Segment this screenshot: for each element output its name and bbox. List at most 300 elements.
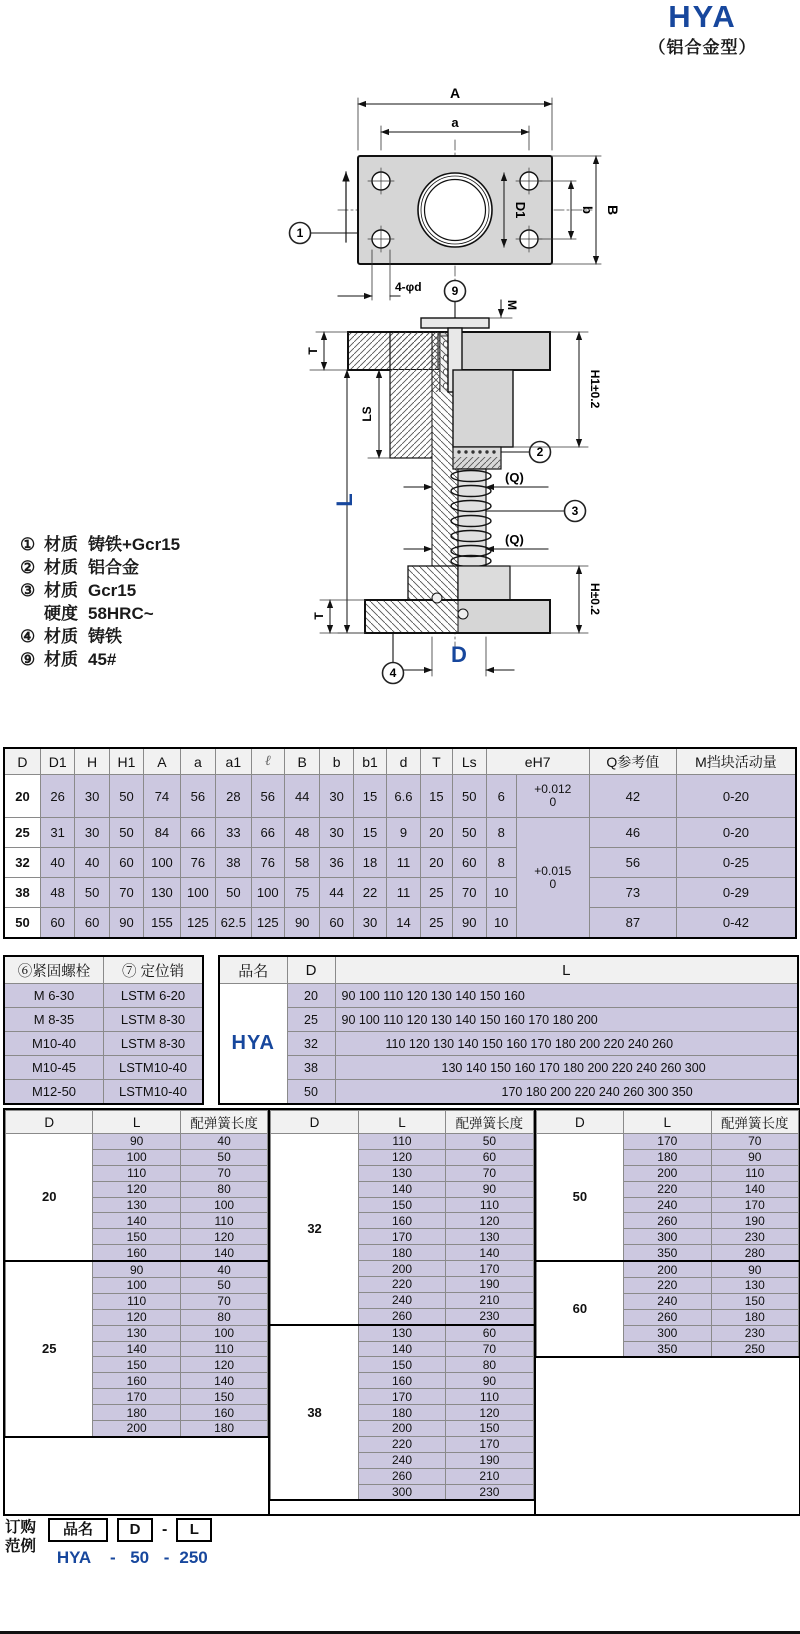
tolerance-line: +0.015 bbox=[534, 863, 572, 878]
column-header: ℓ bbox=[251, 748, 284, 775]
value-cell: M 8-35 bbox=[4, 1008, 104, 1032]
value-cell: 33 bbox=[216, 818, 251, 848]
spring-length-cell: 170 bbox=[711, 1197, 798, 1213]
tolerance-line: 0 bbox=[549, 795, 557, 809]
l-value-cell: 140 bbox=[93, 1341, 180, 1357]
column-header: M挡块活动量 bbox=[676, 748, 796, 775]
value-cell: 30 bbox=[320, 775, 353, 818]
value-cell: 15 bbox=[420, 775, 452, 818]
value-cell: 48 bbox=[40, 878, 74, 908]
material-note bbox=[20, 579, 180, 602]
spring-group bbox=[270, 1110, 535, 1514]
value-cell: 70 bbox=[453, 878, 486, 908]
d-section-cell: 20 bbox=[6, 1134, 93, 1262]
d-section-cell: 32 bbox=[271, 1134, 358, 1325]
value-cell: 48 bbox=[284, 818, 319, 848]
value-cell: 90 bbox=[284, 908, 319, 939]
table-row bbox=[4, 984, 203, 1008]
spring-length-cell: 190 bbox=[446, 1452, 533, 1468]
table-row bbox=[536, 1134, 798, 1150]
column-header: L bbox=[335, 956, 798, 984]
value-cell: M10-45 bbox=[4, 1056, 104, 1080]
l-value-cell: 90 bbox=[93, 1261, 180, 1277]
spring-length-cell: 210 bbox=[446, 1468, 533, 1484]
l-value-cell: 350 bbox=[624, 1245, 711, 1261]
l-value-cell: 240 bbox=[358, 1452, 445, 1468]
d-value-cell: 20 bbox=[4, 775, 40, 818]
spring-length-cell: 90 bbox=[711, 1261, 798, 1277]
spring-group bbox=[5, 1110, 270, 1514]
l-value-cell: 200 bbox=[624, 1165, 711, 1181]
spring-length-cell: 60 bbox=[446, 1325, 533, 1341]
value-cell: 56 bbox=[180, 775, 215, 818]
material-label: 材质 bbox=[44, 581, 78, 600]
value-cell: 30 bbox=[75, 775, 109, 818]
bolt-pin-table bbox=[3, 955, 204, 1105]
l-value-cell: 170 bbox=[93, 1389, 180, 1405]
l-value-cell: 100 bbox=[93, 1149, 180, 1165]
table-row bbox=[6, 1261, 268, 1277]
d-value-cell: 50 bbox=[4, 908, 40, 939]
order-d-box: D bbox=[117, 1518, 153, 1542]
l-value-cell: 220 bbox=[624, 1278, 711, 1294]
l-value-cell: 160 bbox=[93, 1245, 180, 1261]
spring-length-cell: 140 bbox=[711, 1181, 798, 1197]
value-cell: 66 bbox=[251, 818, 284, 848]
order-example-value: HYA - 50 - 250 bbox=[56, 1548, 208, 1567]
value-cell: 25 bbox=[420, 878, 452, 908]
svg-text:2: 2 bbox=[536, 445, 544, 459]
m-travel-cell: 0-25 bbox=[676, 848, 796, 878]
l-value-cell: 170 bbox=[358, 1229, 445, 1245]
l-value-cell: 140 bbox=[358, 1341, 445, 1357]
material-label: 材质 bbox=[44, 558, 78, 577]
d-value-cell: 50 bbox=[287, 1080, 335, 1105]
table-row bbox=[4, 878, 796, 908]
table-row bbox=[4, 908, 796, 939]
spec-table bbox=[3, 747, 797, 939]
spring-length-cell: 190 bbox=[711, 1213, 798, 1229]
material-value: 铸铁 bbox=[88, 627, 122, 646]
value-cell: 50 bbox=[216, 878, 251, 908]
dim-label-a: a bbox=[451, 115, 459, 130]
callout-1 bbox=[290, 223, 359, 244]
material-value: 铸铁+Gcr15 bbox=[88, 535, 181, 554]
dim-label-M: M bbox=[505, 300, 519, 310]
dim-label-D: D bbox=[451, 642, 467, 667]
value-cell: 100 bbox=[251, 878, 284, 908]
column-header: d bbox=[387, 748, 420, 775]
l-value-cell: 180 bbox=[358, 1245, 445, 1261]
table-row bbox=[219, 1008, 798, 1032]
l-value-cell: 120 bbox=[93, 1309, 180, 1325]
spring-length-cell: 70 bbox=[180, 1293, 267, 1309]
value-cell: 76 bbox=[180, 848, 215, 878]
value-cell: 50 bbox=[75, 878, 109, 908]
material-label: 硬度 bbox=[44, 604, 78, 623]
column-header: L bbox=[358, 1111, 445, 1134]
table-row bbox=[219, 984, 798, 1008]
table-header-row bbox=[4, 748, 796, 775]
column-header: Q参考值 bbox=[589, 748, 676, 775]
l-value-cell: 200 bbox=[624, 1261, 711, 1277]
l-value-cell: 200 bbox=[358, 1421, 445, 1437]
l-value-cell: 300 bbox=[624, 1229, 711, 1245]
value-cell: 66 bbox=[180, 818, 215, 848]
value-cell: 11 bbox=[387, 848, 420, 878]
material-note bbox=[20, 602, 180, 625]
section-view bbox=[306, 281, 602, 684]
spring-length-cell: 110 bbox=[446, 1197, 533, 1213]
value-cell: 90 bbox=[109, 908, 143, 939]
column-header: D bbox=[4, 748, 40, 775]
svg-text:4: 4 bbox=[389, 666, 397, 680]
value-cell: 20 bbox=[420, 848, 452, 878]
length-options-table bbox=[218, 955, 799, 1105]
spring-length-cell: 140 bbox=[180, 1245, 267, 1261]
spring-length-cell: 40 bbox=[180, 1134, 267, 1150]
drawing-area bbox=[0, 0, 800, 745]
spring-length-cell: 110 bbox=[180, 1341, 267, 1357]
m-travel-cell: 0-42 bbox=[676, 908, 796, 939]
dim-label-LS: LS bbox=[360, 406, 374, 422]
l-value-cell: 110 bbox=[93, 1165, 180, 1181]
spring-length-cell: 50 bbox=[180, 1278, 267, 1294]
dim-label-Q1: (Q) bbox=[505, 470, 524, 485]
value-cell: 28 bbox=[216, 775, 251, 818]
l-value-cell: 100 bbox=[93, 1278, 180, 1294]
column-header: Ls bbox=[453, 748, 486, 775]
value-cell: 58 bbox=[284, 848, 319, 878]
value-cell: 60 bbox=[75, 908, 109, 939]
value-cell: 125 bbox=[251, 908, 284, 939]
spring-length-cell: 50 bbox=[446, 1134, 533, 1150]
value-cell: 44 bbox=[284, 775, 319, 818]
spring-length-cell: 130 bbox=[711, 1278, 798, 1294]
m-travel-cell: 0-20 bbox=[676, 775, 796, 818]
material-value: 铝合金 bbox=[88, 558, 139, 577]
column-header: H1 bbox=[109, 748, 143, 775]
value-cell: 31 bbox=[40, 818, 74, 848]
column-header: L bbox=[624, 1111, 711, 1134]
lengths-cell: 170 180 200 220 240 260 300 350 bbox=[335, 1080, 798, 1105]
d-section-cell: 25 bbox=[6, 1261, 93, 1437]
l-value-cell: 260 bbox=[624, 1309, 711, 1325]
lengths-cell: 90 100 110 120 130 140 150 160 bbox=[335, 984, 798, 1008]
table-row bbox=[4, 818, 796, 848]
spring-length-cell: 120 bbox=[446, 1213, 533, 1229]
lengths-cell: 110 120 130 140 150 160 170 180 200 220 240 260 bbox=[335, 1032, 798, 1056]
value-cell: 30 bbox=[75, 818, 109, 848]
material-value: Gcr15 bbox=[88, 581, 137, 600]
l-value-cell: 350 bbox=[624, 1341, 711, 1357]
l-value-cell: 150 bbox=[358, 1197, 445, 1213]
table-row bbox=[4, 1008, 203, 1032]
d-section-cell: 60 bbox=[536, 1261, 623, 1357]
material-value: 45# bbox=[88, 650, 117, 669]
spring-length-cell: 230 bbox=[446, 1484, 533, 1500]
table-row bbox=[4, 1080, 203, 1105]
l-value-cell: 120 bbox=[358, 1149, 445, 1165]
l-value-cell: 260 bbox=[358, 1308, 445, 1324]
l-value-cell: 130 bbox=[358, 1165, 445, 1181]
d-section-cell: 38 bbox=[271, 1325, 358, 1501]
spring-length-cell: 170 bbox=[446, 1261, 533, 1277]
value-cell: 22 bbox=[353, 878, 386, 908]
l-value-cell: 300 bbox=[624, 1325, 711, 1341]
value-cell: 50 bbox=[109, 818, 143, 848]
order-example-label: 订购 范例 bbox=[5, 1519, 37, 1555]
spring-length-cell: 150 bbox=[711, 1293, 798, 1309]
value-cell: 14 bbox=[387, 908, 420, 939]
value-cell: 62.5 bbox=[216, 908, 251, 939]
column-header: D1 bbox=[40, 748, 74, 775]
value-cell: 56 bbox=[251, 775, 284, 818]
spring-length-cell: 70 bbox=[180, 1165, 267, 1181]
material-label: 材质 bbox=[44, 535, 78, 554]
svg-text:9: 9 bbox=[451, 284, 459, 298]
tolerance-cell bbox=[516, 775, 589, 818]
l-value-cell: 130 bbox=[93, 1197, 180, 1213]
dim-label-Q2: (Q) bbox=[505, 532, 524, 547]
dim-label-holes: 4-φd bbox=[395, 280, 422, 294]
spring-length-cell: 150 bbox=[180, 1389, 267, 1405]
l-value-cell: 160 bbox=[358, 1213, 445, 1229]
d-section-cell: 50 bbox=[536, 1134, 623, 1262]
material-mark: ③ bbox=[20, 581, 36, 600]
spring-length-cell: 180 bbox=[711, 1309, 798, 1325]
material-label: 材质 bbox=[44, 650, 78, 669]
tolerance-line: 0 bbox=[549, 876, 557, 891]
svg-text:1: 1 bbox=[296, 226, 304, 240]
l-value-cell: 180 bbox=[93, 1405, 180, 1421]
l-value-cell: 130 bbox=[93, 1325, 180, 1341]
spring-length-cell: 280 bbox=[711, 1245, 798, 1261]
spring-length-cell: 110 bbox=[180, 1213, 267, 1229]
page-title: HYA bbox=[668, 0, 737, 34]
spring-length-cell: 70 bbox=[711, 1134, 798, 1150]
column-header: D bbox=[271, 1111, 358, 1134]
l-value-cell: 300 bbox=[358, 1484, 445, 1500]
value-cell: LSTM 8-30 bbox=[104, 1008, 204, 1032]
dim-label-H: H±0.2 bbox=[588, 583, 602, 615]
l-value-cell: 220 bbox=[358, 1436, 445, 1452]
spring-length-cell: 250 bbox=[711, 1341, 798, 1357]
spring-length-cell: 130 bbox=[446, 1229, 533, 1245]
value-cell: 30 bbox=[320, 818, 353, 848]
value-cell: 84 bbox=[144, 818, 180, 848]
dim-label-B: B bbox=[605, 204, 621, 216]
lengths-cell: 130 140 150 160 170 180 200 220 240 260 300 bbox=[335, 1056, 798, 1080]
tolerance-cell bbox=[516, 818, 589, 939]
d-value-cell: 32 bbox=[4, 848, 40, 878]
dim-label-D1: D1 bbox=[513, 201, 528, 219]
spring-group-table bbox=[270, 1110, 533, 1501]
d-value-cell: 38 bbox=[4, 878, 40, 908]
spring-length-cell: 210 bbox=[446, 1292, 533, 1308]
spring-group-table bbox=[5, 1110, 268, 1438]
spring-length-cell: 170 bbox=[446, 1436, 533, 1452]
spring-length-cell: 140 bbox=[180, 1373, 267, 1389]
value-cell: 38 bbox=[216, 848, 251, 878]
table-row bbox=[6, 1134, 268, 1150]
value-cell: 44 bbox=[320, 878, 353, 908]
value-cell: 8 bbox=[486, 818, 516, 848]
l-value-cell: 240 bbox=[358, 1292, 445, 1308]
spring-length-cell: 120 bbox=[446, 1405, 533, 1421]
spring-length-cell: 100 bbox=[180, 1325, 267, 1341]
l-value-cell: 160 bbox=[93, 1373, 180, 1389]
materials-list bbox=[20, 533, 180, 671]
dim-label-L: L bbox=[332, 493, 357, 507]
order-example-body bbox=[48, 1518, 212, 1570]
l-value-cell: 170 bbox=[624, 1134, 711, 1150]
value-cell: M10-40 bbox=[4, 1032, 104, 1056]
spring-length-cell: 100 bbox=[180, 1197, 267, 1213]
order-example bbox=[5, 1518, 212, 1570]
value-cell: 18 bbox=[353, 848, 386, 878]
value-cell: 75 bbox=[284, 878, 319, 908]
table-row bbox=[219, 1056, 798, 1080]
value-cell: 10 bbox=[486, 878, 516, 908]
material-note bbox=[20, 648, 180, 671]
spring-length-cell: 120 bbox=[180, 1357, 267, 1373]
value-cell: 26 bbox=[40, 775, 74, 818]
value-cell: 10 bbox=[486, 908, 516, 939]
spring-length-cell: 80 bbox=[446, 1357, 533, 1373]
q-ref-cell: 46 bbox=[589, 818, 676, 848]
column-header: H bbox=[75, 748, 109, 775]
column-header: ⑥紧固螺栓 bbox=[4, 956, 104, 984]
l-value-cell: 180 bbox=[624, 1149, 711, 1165]
spring-length-cell: 40 bbox=[180, 1261, 267, 1277]
column-header: D bbox=[536, 1111, 623, 1134]
dim-label-A: A bbox=[449, 85, 461, 101]
column-header: D bbox=[6, 1111, 93, 1134]
table-row bbox=[536, 1261, 798, 1277]
d-value-cell: 38 bbox=[287, 1056, 335, 1080]
value-cell: 70 bbox=[109, 878, 143, 908]
spring-length-cell: 110 bbox=[446, 1389, 533, 1405]
l-value-cell: 260 bbox=[358, 1468, 445, 1484]
d-value-cell: 25 bbox=[4, 818, 40, 848]
value-cell: 9 bbox=[387, 818, 420, 848]
l-value-cell: 150 bbox=[93, 1229, 180, 1245]
callout-4 bbox=[383, 634, 404, 684]
spring-length-table bbox=[3, 1108, 800, 1516]
dim-label-T-bottom: T bbox=[312, 612, 326, 620]
table-row bbox=[219, 1032, 798, 1056]
center-bore bbox=[418, 173, 492, 247]
spring-length-cell: 110 bbox=[711, 1165, 798, 1181]
value-cell: 30 bbox=[353, 908, 386, 939]
page-subtitle: （铝合金型） bbox=[648, 38, 757, 57]
spring-length-cell: 80 bbox=[180, 1309, 267, 1325]
value-cell: 15 bbox=[353, 818, 386, 848]
spring-length-cell: 90 bbox=[446, 1373, 533, 1389]
value-cell: 50 bbox=[453, 818, 486, 848]
spring-length-cell: 230 bbox=[711, 1229, 798, 1245]
brand-cell: HYA bbox=[219, 984, 287, 1105]
title-block bbox=[615, 0, 790, 58]
l-value-cell: 200 bbox=[93, 1421, 180, 1437]
column-header: 配弹簧长度 bbox=[446, 1111, 533, 1134]
value-cell: LSTM 6-20 bbox=[104, 984, 204, 1008]
spring-length-cell: 50 bbox=[180, 1149, 267, 1165]
table-header-row bbox=[6, 1111, 268, 1134]
value-cell: 25 bbox=[420, 908, 452, 939]
value-cell: 90 bbox=[453, 908, 486, 939]
value-cell: 100 bbox=[180, 878, 215, 908]
value-cell: 100 bbox=[144, 848, 180, 878]
column-header: A bbox=[144, 748, 180, 775]
column-header: a1 bbox=[216, 748, 251, 775]
m-travel-cell: 0-20 bbox=[676, 818, 796, 848]
column-header: a bbox=[180, 748, 215, 775]
material-mark: ① bbox=[20, 535, 36, 554]
dim-label-H1: H1±0.2 bbox=[588, 369, 602, 409]
value-cell: 36 bbox=[320, 848, 353, 878]
table-row bbox=[4, 1056, 203, 1080]
l-value-cell: 240 bbox=[624, 1293, 711, 1309]
table-row bbox=[4, 848, 796, 878]
l-value-cell: 140 bbox=[93, 1213, 180, 1229]
value-cell: LSTM10-40 bbox=[104, 1080, 204, 1105]
spring-length-cell: 180 bbox=[180, 1421, 267, 1437]
table-row bbox=[219, 1080, 798, 1105]
value-cell: 50 bbox=[109, 775, 143, 818]
table-row bbox=[271, 1325, 533, 1341]
material-value: 58HRC~ bbox=[88, 604, 154, 623]
l-value-cell: 110 bbox=[93, 1293, 180, 1309]
column-header: 配弹簧长度 bbox=[180, 1111, 267, 1134]
material-note bbox=[20, 533, 180, 556]
spring-length-cell: 70 bbox=[446, 1341, 533, 1357]
spring-length-cell: 190 bbox=[446, 1277, 533, 1293]
material-mark: ⑨ bbox=[20, 650, 36, 669]
spring-length-cell: 90 bbox=[711, 1149, 798, 1165]
l-value-cell: 220 bbox=[358, 1277, 445, 1293]
value-cell: 40 bbox=[40, 848, 74, 878]
svg-text:3: 3 bbox=[571, 504, 579, 518]
l-value-cell: 110 bbox=[358, 1134, 445, 1150]
value-cell: 40 bbox=[75, 848, 109, 878]
value-cell: 6 bbox=[486, 775, 516, 818]
l-value-cell: 180 bbox=[358, 1405, 445, 1421]
value-cell: 15 bbox=[353, 775, 386, 818]
l-value-cell: 140 bbox=[358, 1181, 445, 1197]
column-header: b bbox=[320, 748, 353, 775]
spring-length-cell: 150 bbox=[446, 1421, 533, 1437]
material-label: 材质 bbox=[44, 627, 78, 646]
value-cell: 6.6 bbox=[387, 775, 420, 818]
table-header-row bbox=[271, 1111, 533, 1134]
order-pinming-box: 品名 bbox=[48, 1518, 108, 1542]
column-header: eH7 bbox=[486, 748, 589, 775]
column-header: ⑦ 定位销 bbox=[104, 956, 204, 984]
order-l-box: L bbox=[176, 1518, 212, 1542]
table-header-row bbox=[536, 1111, 798, 1134]
column-header: 品名 bbox=[219, 956, 287, 984]
spring-length-cell: 160 bbox=[180, 1405, 267, 1421]
l-value-cell: 130 bbox=[358, 1325, 445, 1341]
l-value-cell: 170 bbox=[358, 1389, 445, 1405]
value-cell: M 6-30 bbox=[4, 984, 104, 1008]
l-value-cell: 260 bbox=[624, 1213, 711, 1229]
spring-length-cell: 140 bbox=[446, 1245, 533, 1261]
value-cell: 11 bbox=[387, 878, 420, 908]
spring-length-cell: 120 bbox=[180, 1229, 267, 1245]
